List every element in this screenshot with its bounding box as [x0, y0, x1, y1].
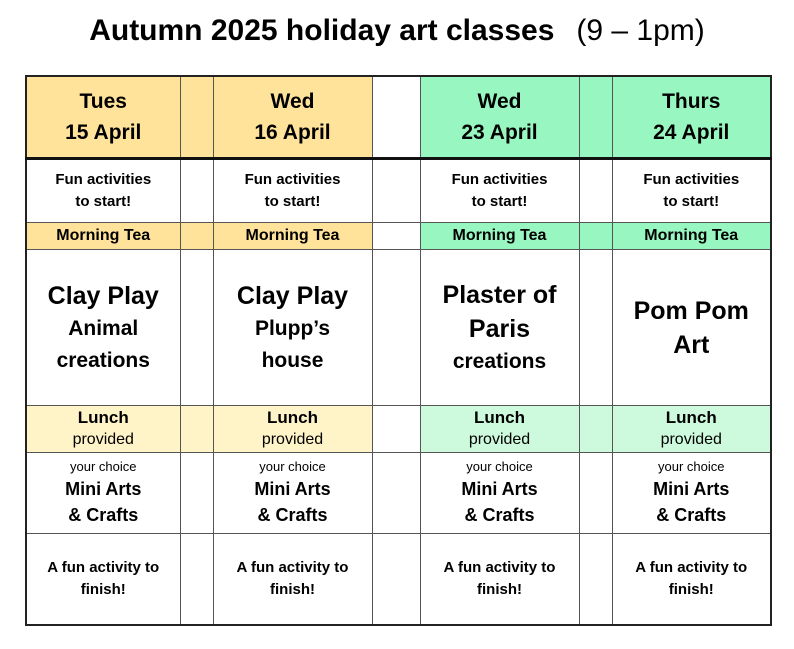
schedule-table — [25, 75, 772, 626]
gap-cell — [579, 453, 612, 534]
gap-cell — [372, 406, 420, 453]
day-header: Wed 23 April — [420, 76, 579, 159]
morning-tea-row — [26, 223, 771, 250]
mini-arts-cell: your choice Mini Arts & Crafts — [420, 453, 579, 534]
header-row — [26, 76, 771, 159]
activity-cell: Pom Pom Art — [612, 250, 771, 406]
lunch-cell: Lunch provided — [213, 406, 372, 453]
day-header: Tues 15 April — [26, 76, 180, 159]
gap-cell — [180, 250, 213, 406]
mini-arts-cell: your choice Mini Arts & Crafts — [26, 453, 180, 534]
gap-cell — [372, 76, 420, 159]
morning-tea-cell: Morning Tea — [612, 223, 771, 250]
lunch-cell: Lunch provided — [612, 406, 771, 453]
morning-tea-cell: Morning Tea — [213, 223, 372, 250]
activity-row — [26, 250, 771, 406]
gap-cell — [372, 159, 420, 223]
gap-cell — [372, 453, 420, 534]
fun-start-cell: Fun activities to start! — [213, 159, 372, 223]
gap-cell — [180, 534, 213, 626]
morning-tea-cell: Morning Tea — [26, 223, 180, 250]
gap-cell — [579, 223, 612, 250]
activity-cell: Clay Play Animal creations — [26, 250, 180, 406]
activity-cell: Plaster of Paris creations — [420, 250, 579, 406]
morning-tea-cell: Morning Tea — [420, 223, 579, 250]
gap-cell — [579, 534, 612, 626]
page-title — [0, 14, 794, 48]
finish-cell: A fun activity to finish! — [420, 534, 579, 626]
lunch-row — [26, 406, 771, 453]
title-time: (9 – 1pm) — [576, 14, 705, 47]
gap-cell — [579, 406, 612, 453]
lunch-cell: Lunch provided — [26, 406, 180, 453]
lunch-cell: Lunch provided — [420, 406, 579, 453]
gap-cell — [372, 534, 420, 626]
gap-cell — [579, 159, 612, 223]
fun-start-cell: Fun activities to start! — [420, 159, 579, 223]
finish-cell: A fun activity to finish! — [612, 534, 771, 626]
fun-start-cell: Fun activities to start! — [612, 159, 771, 223]
gap-cell — [579, 250, 612, 406]
day-header: Thurs 24 April — [612, 76, 771, 159]
gap-cell — [579, 76, 612, 159]
gap-cell — [372, 223, 420, 250]
fun-start-row — [26, 159, 771, 223]
gap-cell — [180, 406, 213, 453]
mini-arts-row — [26, 453, 771, 534]
finish-cell: A fun activity to finish! — [213, 534, 372, 626]
gap-cell — [180, 453, 213, 534]
activity-cell: Clay Play Plupp’s house — [213, 250, 372, 406]
finish-row — [26, 534, 771, 626]
fun-start-cell: Fun activities to start! — [26, 159, 180, 223]
mini-arts-cell: your choice Mini Arts & Crafts — [612, 453, 771, 534]
day-header: Wed 16 April — [213, 76, 372, 159]
title-main: Autumn 2025 holiday art classes — [89, 14, 555, 47]
finish-cell: A fun activity to finish! — [26, 534, 180, 626]
gap-cell — [372, 250, 420, 406]
mini-arts-cell: your choice Mini Arts & Crafts — [213, 453, 372, 534]
gap-cell — [180, 159, 213, 223]
gap-cell — [180, 223, 213, 250]
gap-cell — [180, 76, 213, 159]
